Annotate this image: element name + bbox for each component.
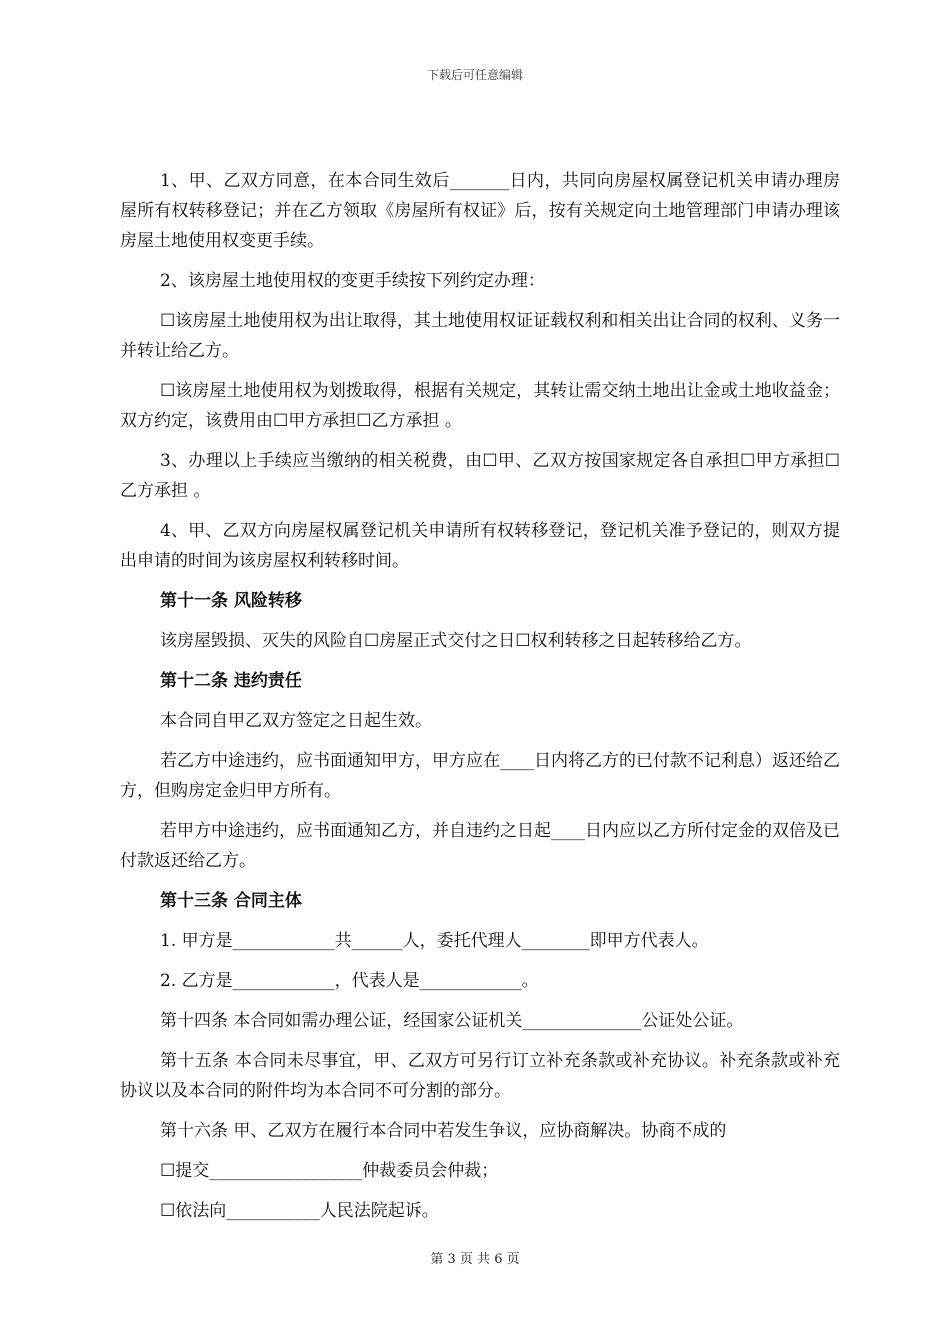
paragraph-article-15: 第十五条 本合同未尽事宜，甲、乙双方可另行订立补充条款或补充协议。补充条款或补充协议以及本合同的附件均为本合同不可分割的部分。 [120, 1051, 840, 1101]
paragraph-article-14: 第十四条 本合同如需办理公证，经国家公证机关______________公证处公证。 [160, 1011, 744, 1031]
paragraph-clause-2: 2、该房屋土地使用权的变更手续按下列约定办理： [160, 271, 545, 291]
paragraph-risk-transfer: 该房屋毁损、灭失的风险自☐房屋正式交付之日☐权利转移之日起转移给乙方。 [160, 631, 752, 651]
paragraph-arbitration-option: ☐提交__________________仲裁委员会仲裁； [160, 1161, 499, 1181]
paragraph-seller-default: 若甲方中途违约，应书面通知乙方，并自违约之日起____日内应以乙方所付定金的双倍及已付款返还给乙方。 [120, 821, 840, 871]
document-body [120, 166, 840, 1236]
heading-article-11: 第十一条 风险转移 [160, 591, 302, 611]
page-footer: 第 3 页 共 6 页 [430, 1252, 520, 1267]
paragraph-buyer-default: 若乙方中途违约，应书面通知甲方，甲方应在____日内将乙方的已付款不记利息）返还给乙方，但购房定金归甲方所有。 [120, 751, 840, 801]
heading-article-12: 第十二条 违约责任 [160, 671, 302, 691]
paragraph-option-allocation: ☐该房屋土地使用权为划拨取得，根据有关规定，其转让需交纳土地出让金或土地收益金；双方约定，该费用由☐甲方承担☐乙方承担 。 [120, 381, 840, 431]
paragraph-option-transfer: ☐该房屋土地使用权为出让取得，其土地使用权证证载权利和相关出让合同的权利、义务一并转让给乙方。 [120, 311, 840, 361]
paragraph-article-16: 第十六条 甲、乙双方在履行本合同中若发生争议，应协商解决。协商不成的 [160, 1121, 727, 1141]
paragraph-party-b: 2. 乙方是____________，代表人是____________。 [160, 971, 539, 991]
paragraph-clause-1: 1、甲、乙双方同意，在本合同生效后_______日内，共同向房屋权属登记机关申请办理房屋所有权转移登记；并在乙方领取《房屋所有权证》后，按有关规定向土地管理部门申请办理该房屋土地使用权变更手续。 [120, 171, 840, 251]
paragraph-clause-4: 4、甲、乙双方向房屋权属登记机关申请所有权转移登记，登记机关准予登记的，则双方提出申请的时间为该房屋权利转移时间。 [120, 521, 840, 571]
paragraph-effective: 本合同自甲乙双方签定之日起生效。 [160, 711, 432, 731]
paragraph-court-option: ☐依法向___________人民法院起诉。 [160, 1201, 439, 1221]
paragraph-party-a: 1. 甲方是____________共______人，委托代理人________即甲方代表人。 [160, 931, 709, 951]
page-header: 下载后可任意编辑 [426, 68, 523, 82]
heading-article-13: 第十三条 合同主体 [160, 891, 302, 911]
paragraph-clause-3: 3、办理以上手续应当缴纳的相关税费，由☐甲、乙双方按国家规定各自承担☐甲方承担☐乙方承担 。 [120, 451, 840, 501]
